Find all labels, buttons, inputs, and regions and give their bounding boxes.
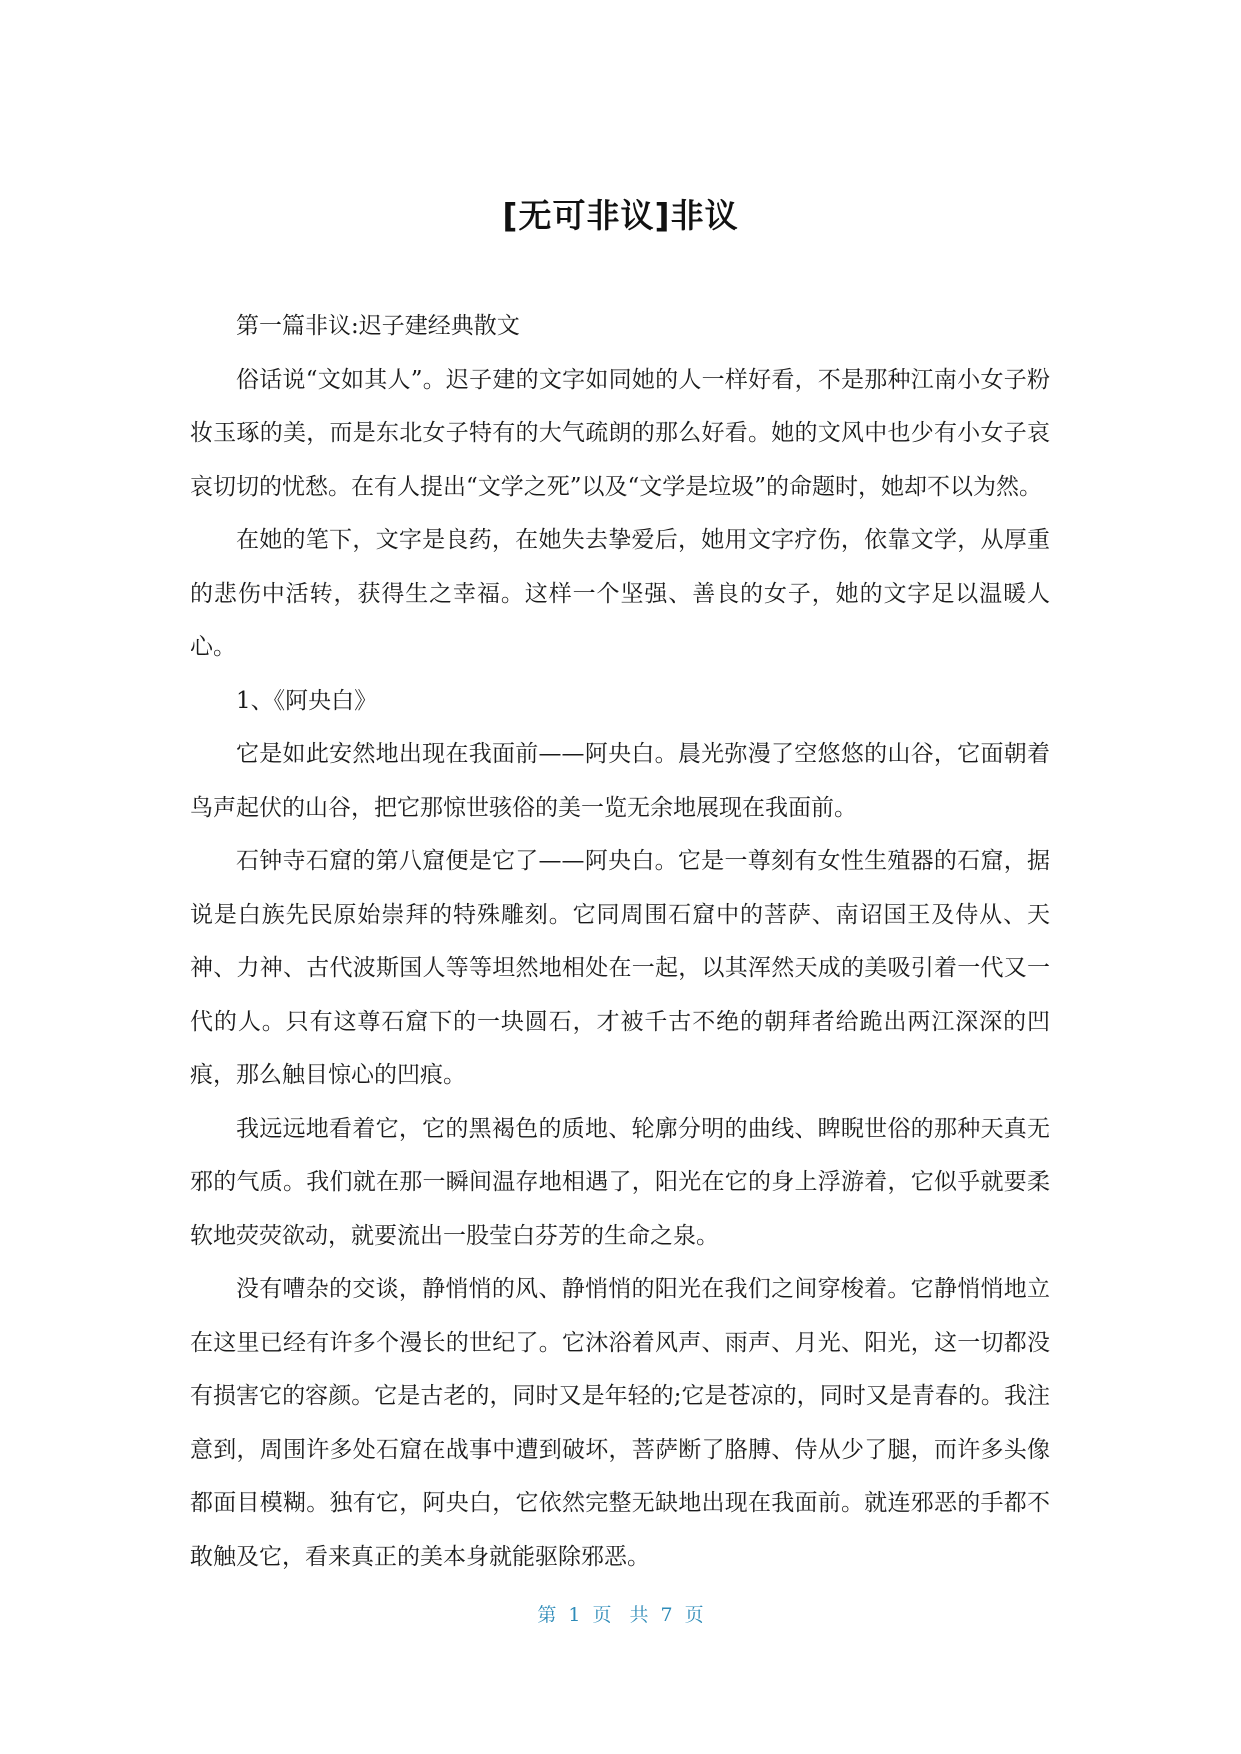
subsection-heading: 1、《阿央白》 (236, 687, 378, 714)
paragraph: 我远远地看着它，它的黑褐色的质地、轮廓分明的曲线、睥睨世俗的那种天真无邪的气质。我们就在那一瞬间温存地相遇了，阳光在它的身上浮游着，它似乎就要柔软地荧荧欲动，就要流出一股莹白芬芳的生命之泉。 (190, 1115, 1050, 1249)
footer-label-page: 第 (537, 1604, 557, 1626)
footer-label-of: 页 共 (592, 1604, 649, 1626)
total-pages-number: 7 (660, 1604, 673, 1626)
page-footer (0, 1600, 1241, 1627)
document-body (190, 300, 1050, 1584)
paragraph: 俗话说“文如其人”。迟子建的文字如同她的人一样好看，不是那种江南小女子粉妆玉琢的美，而是东北女子特有的大气疏朗的那么好看。她的文风中也少有小女子哀哀切切的忧愁。在有人提出“文学之死”以及“文学是垃圾”的命题时，她却不以为然。 (190, 366, 1050, 500)
paragraph: 它是如此安然地出现在我面前——阿央白。晨光弥漫了空悠悠的山谷，它面朝着鸟声起伏的山谷，把它那惊世骇俗的美一览无余地展现在我面前。 (190, 741, 1050, 821)
document-title: [无可非议]非议 (502, 196, 739, 235)
section-heading: 第一篇非议:迟子建经典散文 (236, 313, 520, 339)
paragraph: 没有嘈杂的交谈，静悄悄的风、静悄悄的阳光在我们之间穿梭着。它静悄悄地立在这里已经有许多个漫长的世纪了。它沐浴着风声、雨声、月光、阳光，这一切都没有损害它的容颜。它是古老的，同时又是年轻的;它是苍凉的，同时又是青春的。我注意到，周围许多处石窟在战事中遭到破坏，菩萨断了胳膊、侍从少了腿，而许多头像都面目模糊。独有它，阿央白，它依然完整无缺地出现在我面前。就连邪恶的手都不敢触及它，看来真正的美本身就能驱除邪恶。 (190, 1276, 1050, 1570)
paragraph: 在她的笔下，文字是良药，在她失去挚爱后，她用文字疗伤，依靠文学，从厚重的悲伤中活转，获得生之幸福。这样一个坚强、善良的女子，她的文字足以温暖人心。 (190, 527, 1050, 660)
paragraph: 石钟寺石窟的第八窟便是它了——阿央白。它是一尊刻有女性生殖器的石窟，据说是白族先民原始崇拜的特殊雕刻。它同周围石窟中的菩萨、南诏国王及侍从、天神、力神、古代波斯国人等等坦然地相处在一起，以其浑然天成的美吸引着一代又一代的人。只有这尊石窟下的一块圆石，才被千古不绝的朝拜者给跪出两江深深的凹痕，那么触目惊心的凹痕。 (190, 848, 1050, 1088)
footer-label-pages: 页 (684, 1604, 704, 1626)
current-page-number: 1 (568, 1604, 581, 1626)
